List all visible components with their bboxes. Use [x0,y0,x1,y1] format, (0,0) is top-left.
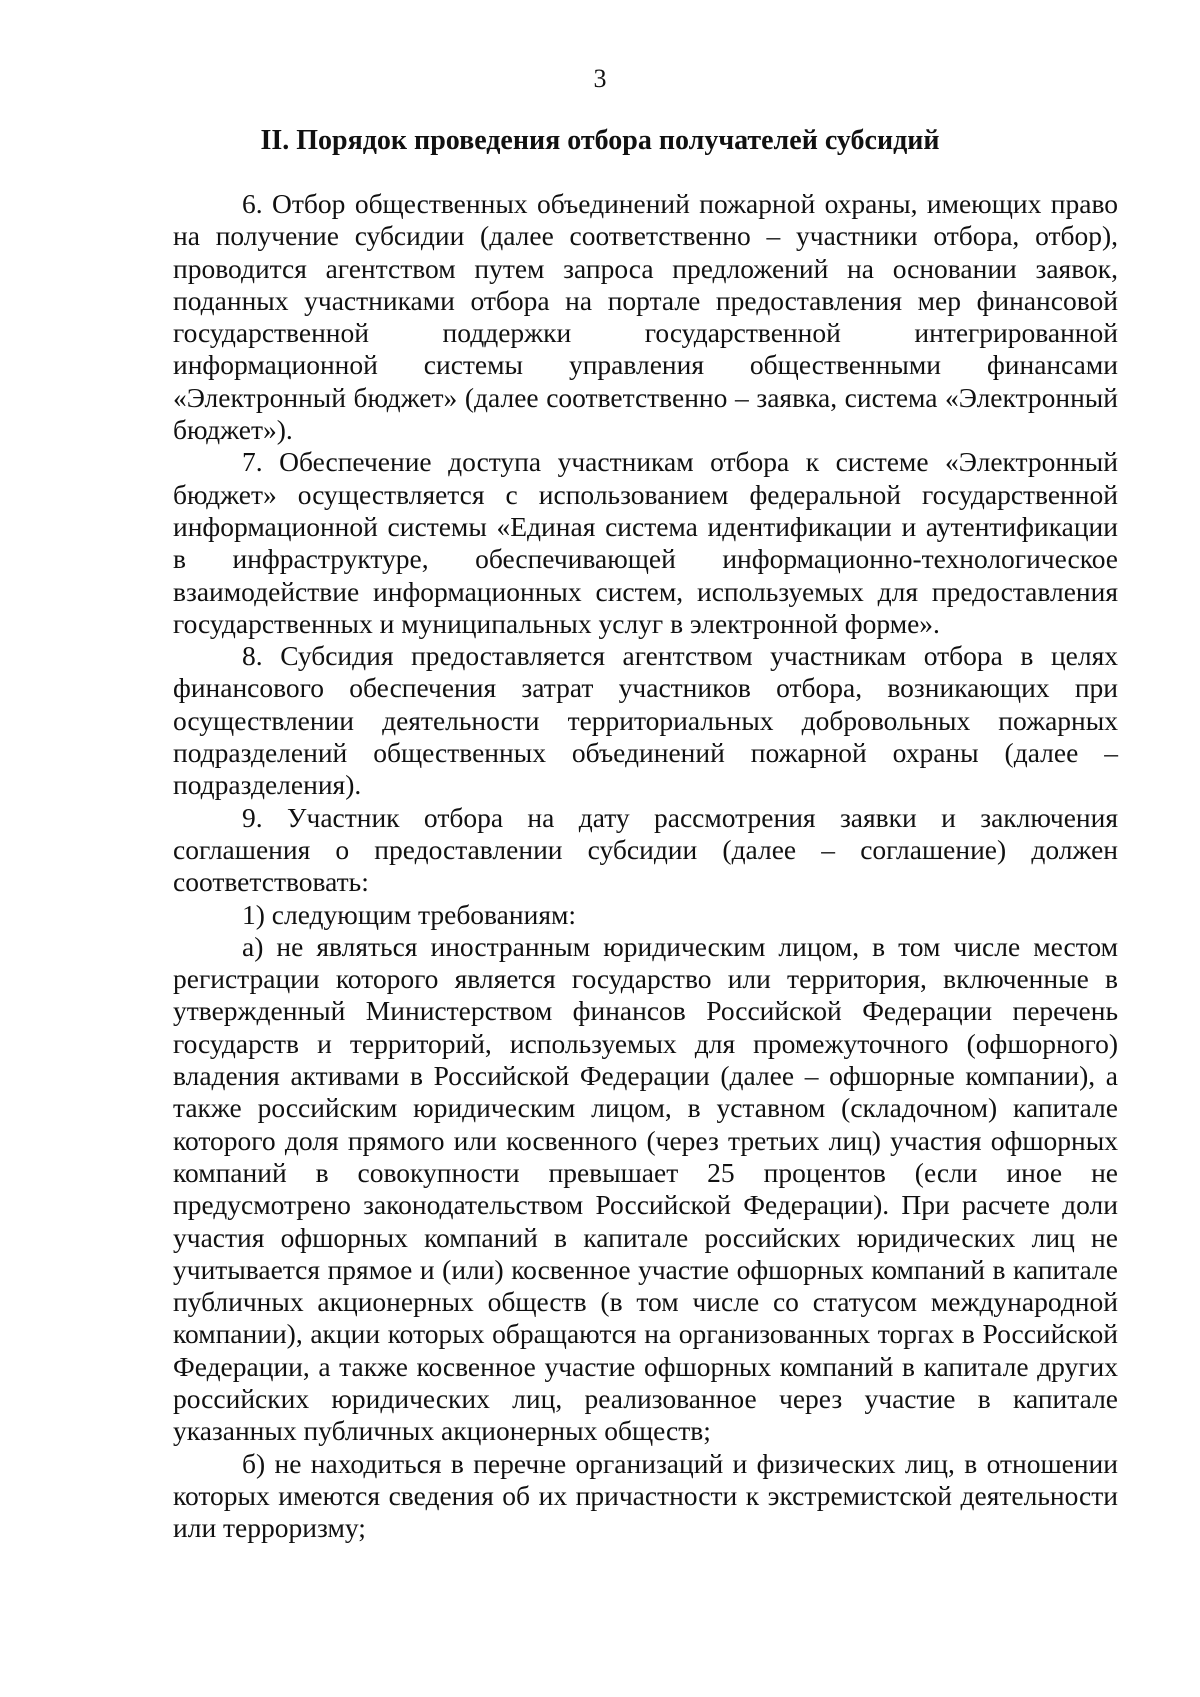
body-text [173,188,1118,1544]
paragraph-9-1: 1) следующим требованиям: [242,898,577,930]
paragraph-9-1-b: б) не находиться в перечне организаций и физических лиц, в отношении которых имеются сведения об их причастности к экстремистской деятельности или терроризму; [173,1447,1118,1544]
paragraph-6: 6. Отбор общественных объединений пожарной охраны, имеющих право на получение субсидии (далее соответственно – участники отбора, отбор), проводится агентством путем запроса предложений на основании заявок, поданных участниками отбора на портале предоставления мер финансовой государственной поддержки государственной интегрированной информационной системы управления общественными финансами «Электронный бюджет» (далее соответственно – заявка, система «Электронный бюджет»). [173,188,1118,446]
page-number: 3 [593,64,607,93]
section-title: II. Порядок проведения отбора получателей субсидий [260,125,940,156]
paragraph-7: 7. Обеспечение доступа участникам отбора к системе «Электронный бюджет» осуществляется с использованием федеральной государственной информационной системы «Единая система идентификации и аутентификации в инфраструктуре, обеспечивающей информационно-технологическое взаимодействие информационных систем, используемых для предоставления государственных и муниципальных услуг в электронной форме». [173,446,1118,639]
paragraph-9: 9. Участник отбора на дату рассмотрения заявки и заключения соглашения о предоставлении субсидии (далее – соглашение) должен соответствовать: [173,801,1118,898]
paragraph-8: 8. Субсидия предоставляется агентством участникам отбора в целях финансового обеспечения затрат участников отбора, возникающих при осуществлении деятельности территориальных добровольных пожарных подразделений общественных объединений пожарной охраны (далее – подразделения). [173,640,1118,801]
paragraph-9-1-a: а) не являться иностранным юридическим лицом, в том числе местом регистрации которого является государство или территория, включенные в утвержденный Министерством финансов Российской Федерации перечень государств и территорий, используемых для промежуточного (офшорного) владения активами в Российской Федерации (далее – офшорные компании), а также российским юридическим лицом, в уставном (складочном) капитале которого доля прямого или косвенного (через третьих лиц) участия офшорных компаний в совокупности превышает 25 процентов (если иное не предусмотрено законодательством Российской Федерации). При расчете доли участия офшорных компаний в капитале российских юридических лиц не учитывается прямое и (или) косвенное участие офшорных компаний в капитале публичных акционерных обществ (в том числе со статусом международной компании), акции которых обращаются на организованных торгах в Российской Федерации, а также косвенное участие офшорных компаний в капитале других российских юридических лиц, реализованное через участие в капитале указанных публичных акционерных обществ; [173,930,1118,1447]
